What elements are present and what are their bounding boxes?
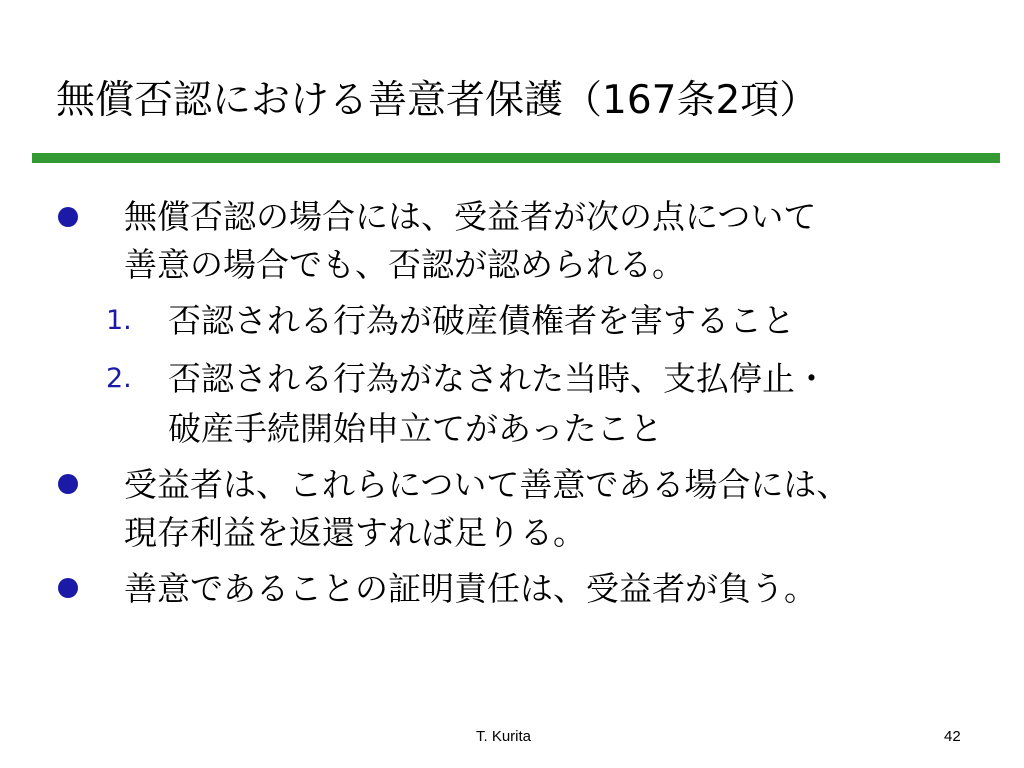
number-marker-2: 2. [106,363,132,394]
numbered-item-2-line-1: 否認される行為がなされた当時、支払停止・ [168,359,828,398]
number-marker-1: 1. [106,305,132,336]
bullet-item-1-line-1: 無償否認の場合には、受益者が次の点について [124,197,817,236]
bullet-item-2-line-1: 受益者は、これらについて善意である場合には、 [124,465,850,504]
slide-title: 無償否認における善意者保護（167条2項） [56,78,819,123]
bullet-dot [58,578,78,598]
numbered-item-1-line-1: 否認される行為が破産債権者を害すること [168,301,795,340]
bullet-item-3-line-1: 善意であることの証明責任は、受益者が負う。 [124,569,817,608]
footer-author: T. Kurita [476,728,532,745]
bullet-item-2-line-2: 現存利益を返還すれば足りる。 [124,513,586,552]
page-number: 42 [944,728,961,745]
numbered-item-2-line-2: 破産手続開始申立てがあったこと [168,409,663,448]
bullet-dot [58,474,78,494]
title-underline-rule [32,153,1000,163]
bullet-item-1-line-2: 善意の場合でも、否認が認められる。 [124,245,685,284]
bullet-dot [58,207,78,227]
